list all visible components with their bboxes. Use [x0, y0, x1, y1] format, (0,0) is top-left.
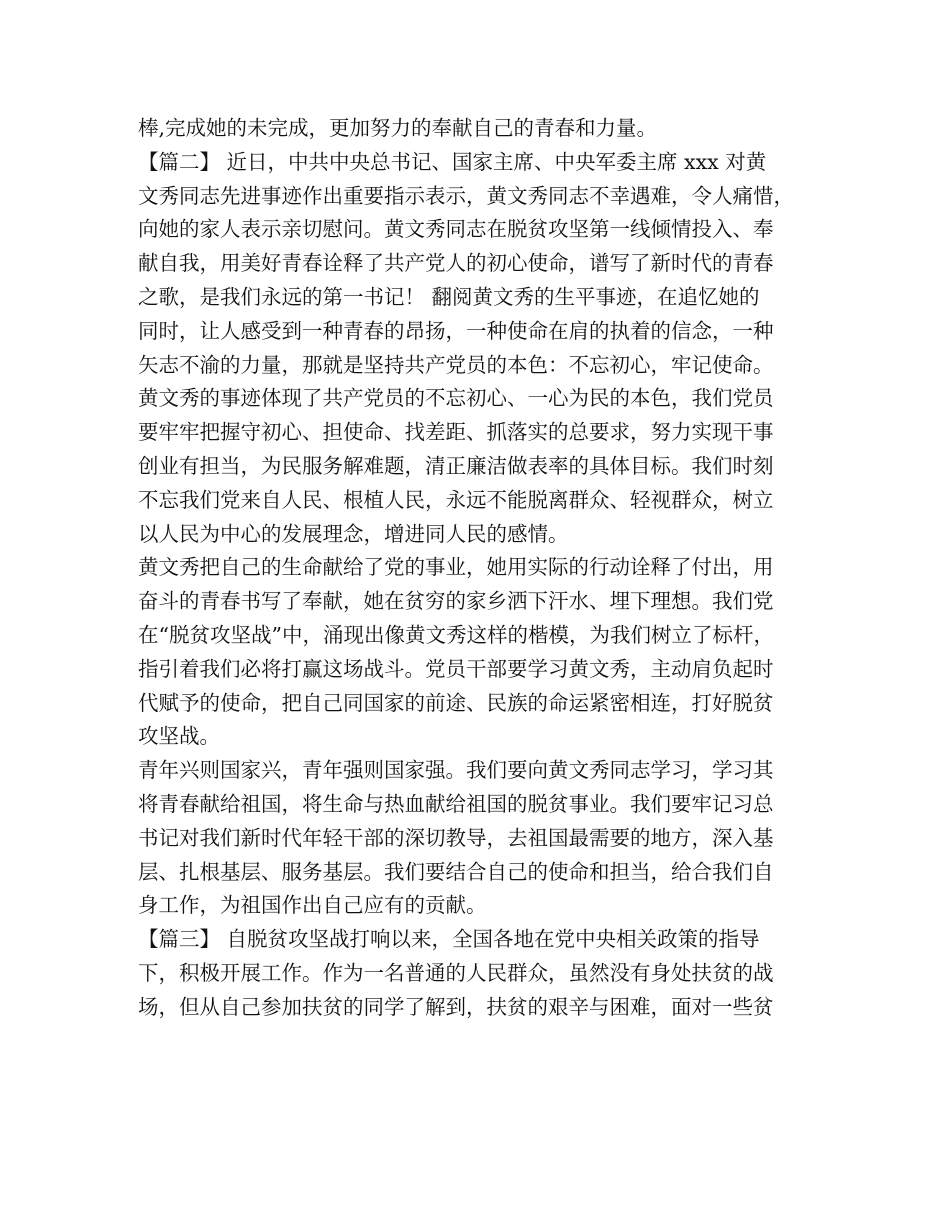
- text-line: 将青春献给祖国，将生命与热血献给祖国的脱贫事业。我们要牢记习总: [138, 791, 774, 816]
- text-line: 向她的家人表示亲切慰问。黄文秀同志在脱贫攻坚第一线倾情投入、奉: [138, 217, 774, 242]
- text-line: 创业有担当，为民服务解难题，清正廉洁做表率的具体目标。我们时刻: [138, 453, 774, 478]
- text-line: 层、扎根基层、服务基层。我们要结合自己的使命和担当，给合我们自: [138, 859, 774, 884]
- text-line: 同时，让人感受到一种青春的昂扬，一种使命在肩的执着的信念，一种: [138, 318, 774, 343]
- text-line: 之歌，是我们永远的第一书记！ 翻阅黄文秀的生平事迹，在追忆她的: [138, 284, 760, 309]
- document-body: [138, 112, 828, 1025]
- text-line: 下，积极开展工作。作为一名普通的人民群众，虽然没有身处扶贫的战: [138, 960, 774, 985]
- text-line: 不忘我们党来自人民、根植人民，永远不能脱离群众、轻视群众，树立: [138, 487, 774, 512]
- text-line: 奋斗的青春书写了奉献，她在贫穷的家乡洒下汗水、埋下理想。我们党: [138, 589, 774, 614]
- text-line: 场，但从自己参加扶贫的同学了解到，扶贫的艰辛与困难，面对一些贫: [138, 994, 774, 1019]
- text-line: 黄文秀把自己的生命献给了党的事业，她用实际的行动诠释了付出，用: [138, 555, 774, 580]
- text-line: 书记对我们新时代年轻干部的深切教导，去祖国最需要的地方，深入基: [138, 825, 774, 850]
- text-line: 【篇三】 自脱贫攻坚战打响以来，全国各地在党中央相关政策的指导: [138, 927, 760, 952]
- text-line: 文秀同志先进事迹作出重要指示表示，黄文秀同志不幸遇难，令人痛惜，: [138, 183, 794, 208]
- text-line: 代赋予的使命，把自己同国家的前途、民族的命运紧密相连，打好脱贫: [138, 690, 774, 715]
- text-line: 矢志不渝的力量，那就是坚持共产党员的本色：不忘初心，牢记使命。: [138, 352, 774, 377]
- text-line: 【篇二】 近日，中共中央总书记、国家主席、中央军委主席 xxx 对黄: [138, 149, 767, 174]
- text-line: 在“脱贫攻坚战”中，涌现出像黄文秀这样的楷模，为我们树立了标杆，: [138, 622, 774, 647]
- text-line: 棒,完成她的未完成，更加努力的奉献自己的青春和力量。: [138, 116, 658, 140]
- text-line: 青年兴则国家兴，青年强则国家强。我们要向黄文秀同志学习，学习其: [138, 758, 774, 783]
- text-line: 黄文秀的事迹体现了共产党员的不忘初心、一心为民的本色，我们党员: [138, 386, 774, 411]
- text-line: 指引着我们必将打赢这场战斗。党员干部要学习黄文秀，主动肩负起时: [138, 656, 774, 681]
- text-line: 攻坚战。: [138, 724, 220, 749]
- text-line: 献自我，用美好青春诠释了共产党人的初心使命，谱写了新时代的青春: [138, 251, 774, 276]
- text-line: 身工作，为祖国作出自己应有的贡献。: [138, 893, 487, 918]
- text-line: 以人民为中心的发展理念，增进同人民的感情。: [138, 521, 569, 546]
- text-line: 要牢牢把握守初心、担使命、找差距、抓落实的总要求，努力实现干事: [138, 420, 774, 445]
